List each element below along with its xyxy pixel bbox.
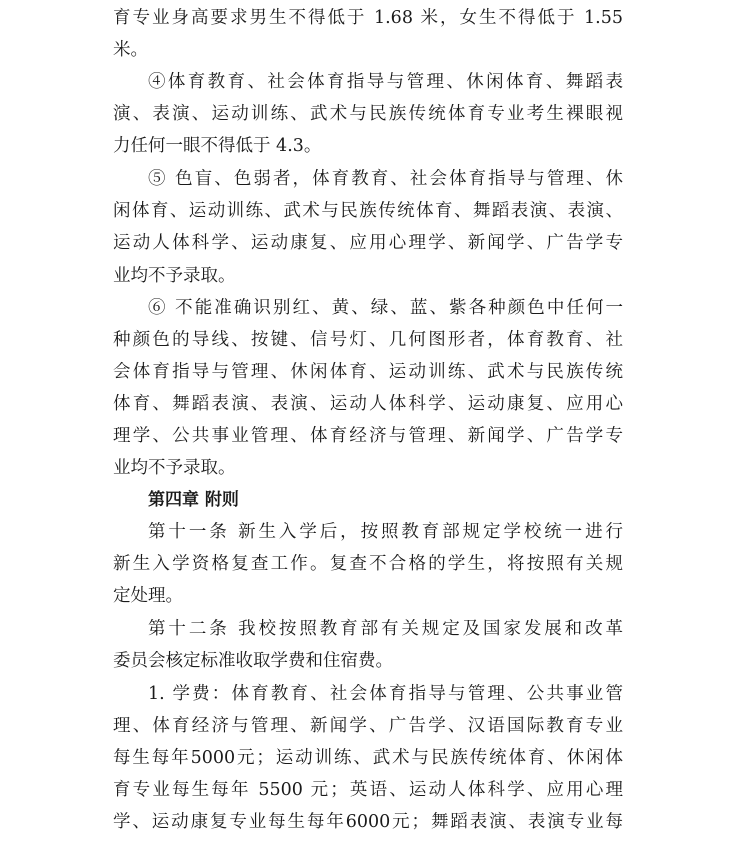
text-line: 闲体育、运动训练、武术与民族传统体育、舞蹈表演、表演、	[113, 201, 623, 221]
text-line: 力任何一眼不得低于 4.3。	[113, 136, 322, 156]
text-line: 运动人体科学、运动康复、应用心理学、新闻学、广告学专	[113, 233, 623, 253]
text-line: 业均不予录取。	[113, 458, 236, 478]
text-line: 新生入学资格复查工作。复查不合格的学生，将按照有关规	[113, 554, 623, 574]
text-line: 委员会核定标准收取学费和住宿费。	[113, 651, 393, 671]
text-line: 理学、公共事业管理、体育经济与管理、新闻学、广告学专	[113, 426, 623, 446]
text-line: 育专业身高要求男生不得低于 1.68 米，女生不得低于 1.55	[113, 8, 623, 28]
text-line: ④体育教育、社会体育指导与管理、休闲体育、舞蹈表	[148, 72, 623, 92]
text-line: 1. 学费：体育教育、社会体育指导与管理、公共事业管	[148, 684, 623, 704]
text-line: 演、表演、运动训练、武术与民族传统体育专业考生裸眼视	[113, 104, 623, 124]
text-line: 学、运动康复专业每生每年6000元；舞蹈表演、表演专业每	[113, 812, 623, 832]
text-line: 理、体育经济与管理、新闻学、广告学、汉语国际教育专业	[113, 716, 623, 736]
text-line: 米。	[113, 40, 148, 60]
text-line: 第十一条 新生入学后，按照教育部规定学校统一进行	[148, 522, 623, 542]
text-line: ⑥ 不能准确识别红、黄、绿、蓝、紫各种颜色中任何一	[148, 298, 623, 318]
text-line: 业均不予录取。	[113, 266, 236, 286]
text-line: 第十二条 我校按照教育部有关规定及国家发展和改革	[148, 619, 623, 639]
text-line: 育专业每生每年 5500 元；英语、运动人体科学、应用心理	[113, 780, 623, 800]
text-line: 体育、舞蹈表演、表演、运动人体科学、运动康复、应用心	[113, 394, 623, 414]
text-line: ⑤ 色盲、色弱者，体育教育、社会体育指导与管理、休	[148, 169, 623, 189]
text-line: 会体育指导与管理、休闲体育、运动训练、武术与民族传统	[113, 362, 623, 382]
text-line: 定处理。	[113, 586, 183, 606]
text-line: 每生每年5000元；运动训练、武术与民族传统体育、休闲体	[113, 748, 623, 768]
section-heading: 第四章 附则	[148, 490, 239, 510]
text-line: 种颜色的导线、按键、信号灯、几何图形者，体育教育、社	[113, 330, 623, 350]
